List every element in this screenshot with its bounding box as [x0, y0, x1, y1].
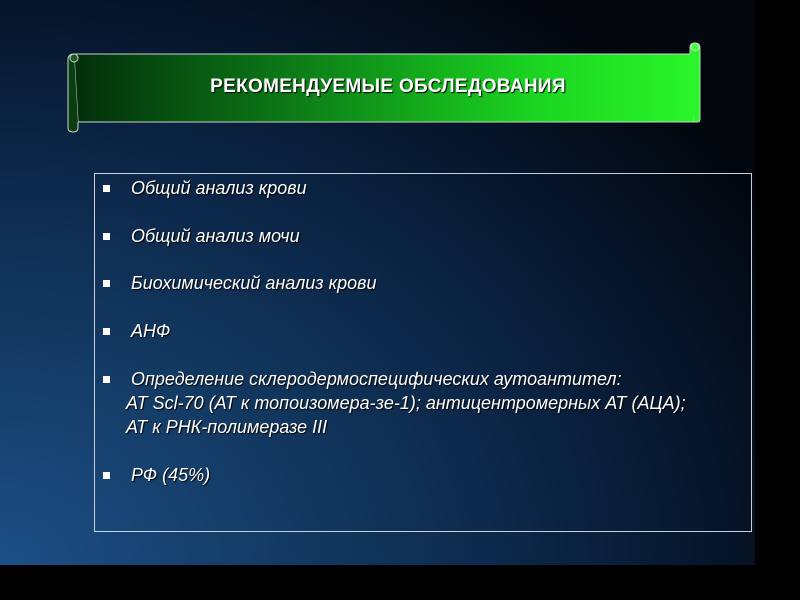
- square-bullet-icon: [103, 376, 110, 383]
- list-item-text: Биохимический анализ крови: [131, 273, 377, 293]
- list-item: [95, 367, 745, 439]
- list-item-text: РФ (45%): [131, 465, 211, 485]
- list-item-continuation: AT Scl-70 (АТ к топоизомера-зе-1); антицентромерных АТ (АЦА);: [126, 393, 686, 413]
- content-box: [94, 173, 752, 532]
- list-item-text: Определение склеродермоспецифических аутоантител:: [131, 369, 622, 389]
- square-bullet-icon: [103, 185, 110, 192]
- square-bullet-icon: [103, 280, 110, 287]
- square-bullet-icon: [103, 328, 110, 335]
- square-bullet-icon: [103, 233, 110, 240]
- square-bullet-icon: [103, 472, 110, 479]
- list-item-text: АНФ: [131, 321, 171, 341]
- page-title: РЕКОМЕНДУЕМЫЕ ОБСЛЕДОВАНИЯ: [210, 76, 566, 97]
- list-item-continuation: АТ к РНК-полимеразе III: [126, 417, 328, 437]
- list-item-text: Общий анализ крови: [131, 178, 307, 198]
- list-item-text: Общий анализ мочи: [131, 226, 300, 246]
